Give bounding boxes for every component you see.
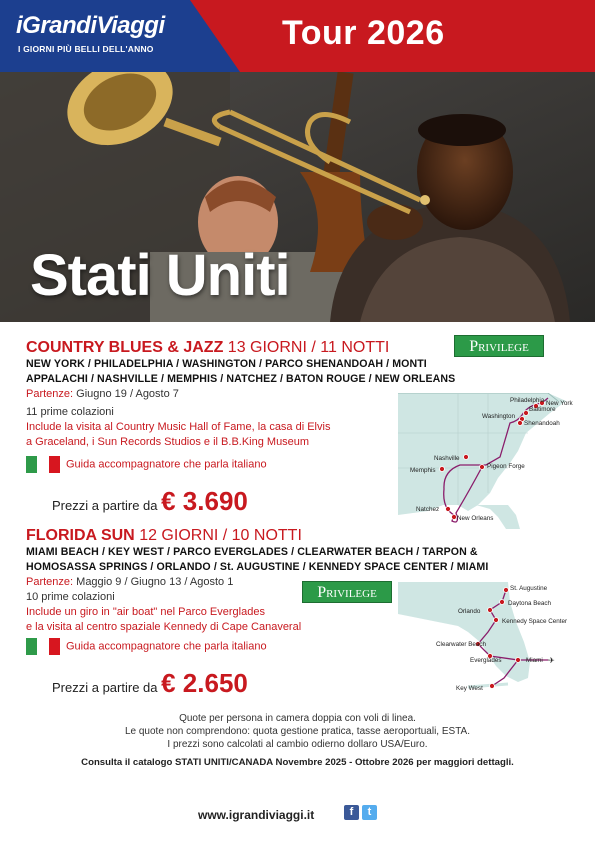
page-title: Tour 2026 <box>282 14 445 52</box>
departures-label: Partenze: <box>26 576 74 588</box>
price-block <box>52 486 248 517</box>
map-label: Washington <box>482 413 516 420</box>
map-label: Natchez <box>416 506 440 513</box>
privilege-badge: Privilege <box>302 581 392 603</box>
note-line: Le quote non comprendono: quota gestione pratica, tasse aeroportuali, ESTA. <box>124 726 471 737</box>
hero-title: Stati Uniti <box>30 243 290 308</box>
price-notes <box>0 712 595 751</box>
catalog-note: Consulta il catalogo STATI UNITI/CANADA Novembre 2025 - Ottobre 2026 per maggiori dettagli. <box>81 757 514 768</box>
departures-dates: Maggio 9 / Giugno 13 / Agosto 1 <box>76 576 234 588</box>
departures-label: Partenze: <box>26 388 74 400</box>
price-value: € 3.690 <box>161 486 248 516</box>
guide-text: Guida accompagnatore che parla italiano <box>66 458 267 471</box>
map-label: Clearwater Beach <box>436 641 487 648</box>
route-line: MIAMI BEACH / KEY WEST / PARCO EVERGLADES / CLEARWATER BEACH / TARPON & <box>26 546 478 558</box>
includes-text: a Graceland, i Sun Records Studios e il B.B.King Museum <box>26 436 310 448</box>
note-line: Quote per persona in camera doppia con voli di linea. <box>179 713 416 724</box>
route-line: HOMOSASSA SPRINGS / ORLANDO / St. AUGUSTINE / KENNEDY SPACE CENTER / MIAMI <box>26 561 489 573</box>
italian-flag-icon <box>26 638 60 655</box>
map-label: Kennedy Space Center <box>502 618 568 625</box>
twitter-icon[interactable]: t <box>362 805 377 820</box>
includes-text: Include un giro in "air boat" nel Parco Everglades <box>26 606 265 618</box>
map-label: Pigeon Forge <box>487 463 525 470</box>
brand-logo[interactable]: iGrandiViaggi <box>16 12 165 39</box>
note-line: I prezzi sono calcolati al cambio odierno dollaro USA/Euro. <box>167 739 428 750</box>
map-label: Shenandoah <box>524 420 560 427</box>
plane-icon: ✈ <box>548 656 555 665</box>
route-map-east-usa <box>398 393 580 529</box>
breakfasts: 11 prime colazioni <box>26 406 114 418</box>
route-map-florida <box>398 582 591 698</box>
tour-duration: 13 GIORNI / 11 NOTTI <box>227 339 390 356</box>
map-label: Memphis <box>410 467 436 474</box>
privilege-badge: Privilege <box>454 335 544 357</box>
map-label: New Orleans <box>457 515 494 522</box>
brand-tagline: I GIORNI PIÙ BELLI DELL'ANNO <box>18 44 154 54</box>
map-label: Philadelphia <box>510 397 545 404</box>
price-block <box>52 668 248 699</box>
breakfasts: 10 prime colazioni <box>26 591 115 603</box>
map-label: New York <box>546 400 573 407</box>
tour-heading <box>26 526 586 545</box>
tour-name: COUNTRY BLUES & JAZZ <box>26 339 224 356</box>
departures-dates: Giugno 19 / Agosto 7 <box>76 388 179 400</box>
map-label: Nashville <box>434 455 460 462</box>
facebook-icon[interactable]: f <box>344 805 359 820</box>
includes-text: Include la visita al Country Music Hall of Fame, la casa di Elvis <box>26 421 331 433</box>
includes-text: e la visita al centro spaziale Kennedy di Cape Canaveral <box>26 621 302 633</box>
hero-photo <box>0 72 595 322</box>
map-label: Daytona Beach <box>508 600 552 607</box>
route-line: NEW YORK / PHILADELPHIA / WASHINGTON / PARCO SHENANDOAH / MONTI <box>26 358 427 370</box>
map-label: Miami <box>526 657 543 664</box>
italian-flag-icon <box>26 456 60 473</box>
price-value: € 2.650 <box>161 668 248 698</box>
route-line: APPALACHI / NASHVILLE / MEMPHIS / NATCHEZ / BATON ROUGE / NEW ORLEANS <box>26 373 456 385</box>
map-label: Baltimore <box>529 406 556 413</box>
map-label: Everglades <box>470 657 502 664</box>
website-link[interactable]: www.igrandiviaggi.it <box>198 808 315 822</box>
price-label: Prezzi a partire da <box>52 498 158 513</box>
guide-text: Guida accompagnatore che parla italiano <box>66 640 267 653</box>
map-label: St. Augustine <box>510 585 548 592</box>
tour-name: FLORIDA SUN <box>26 527 135 544</box>
tour-duration: 12 GIORNI / 10 NOTTI <box>139 527 302 544</box>
map-label: Key West <box>456 685 483 692</box>
map-label: Orlando <box>458 608 481 615</box>
price-label: Prezzi a partire da <box>52 680 158 695</box>
